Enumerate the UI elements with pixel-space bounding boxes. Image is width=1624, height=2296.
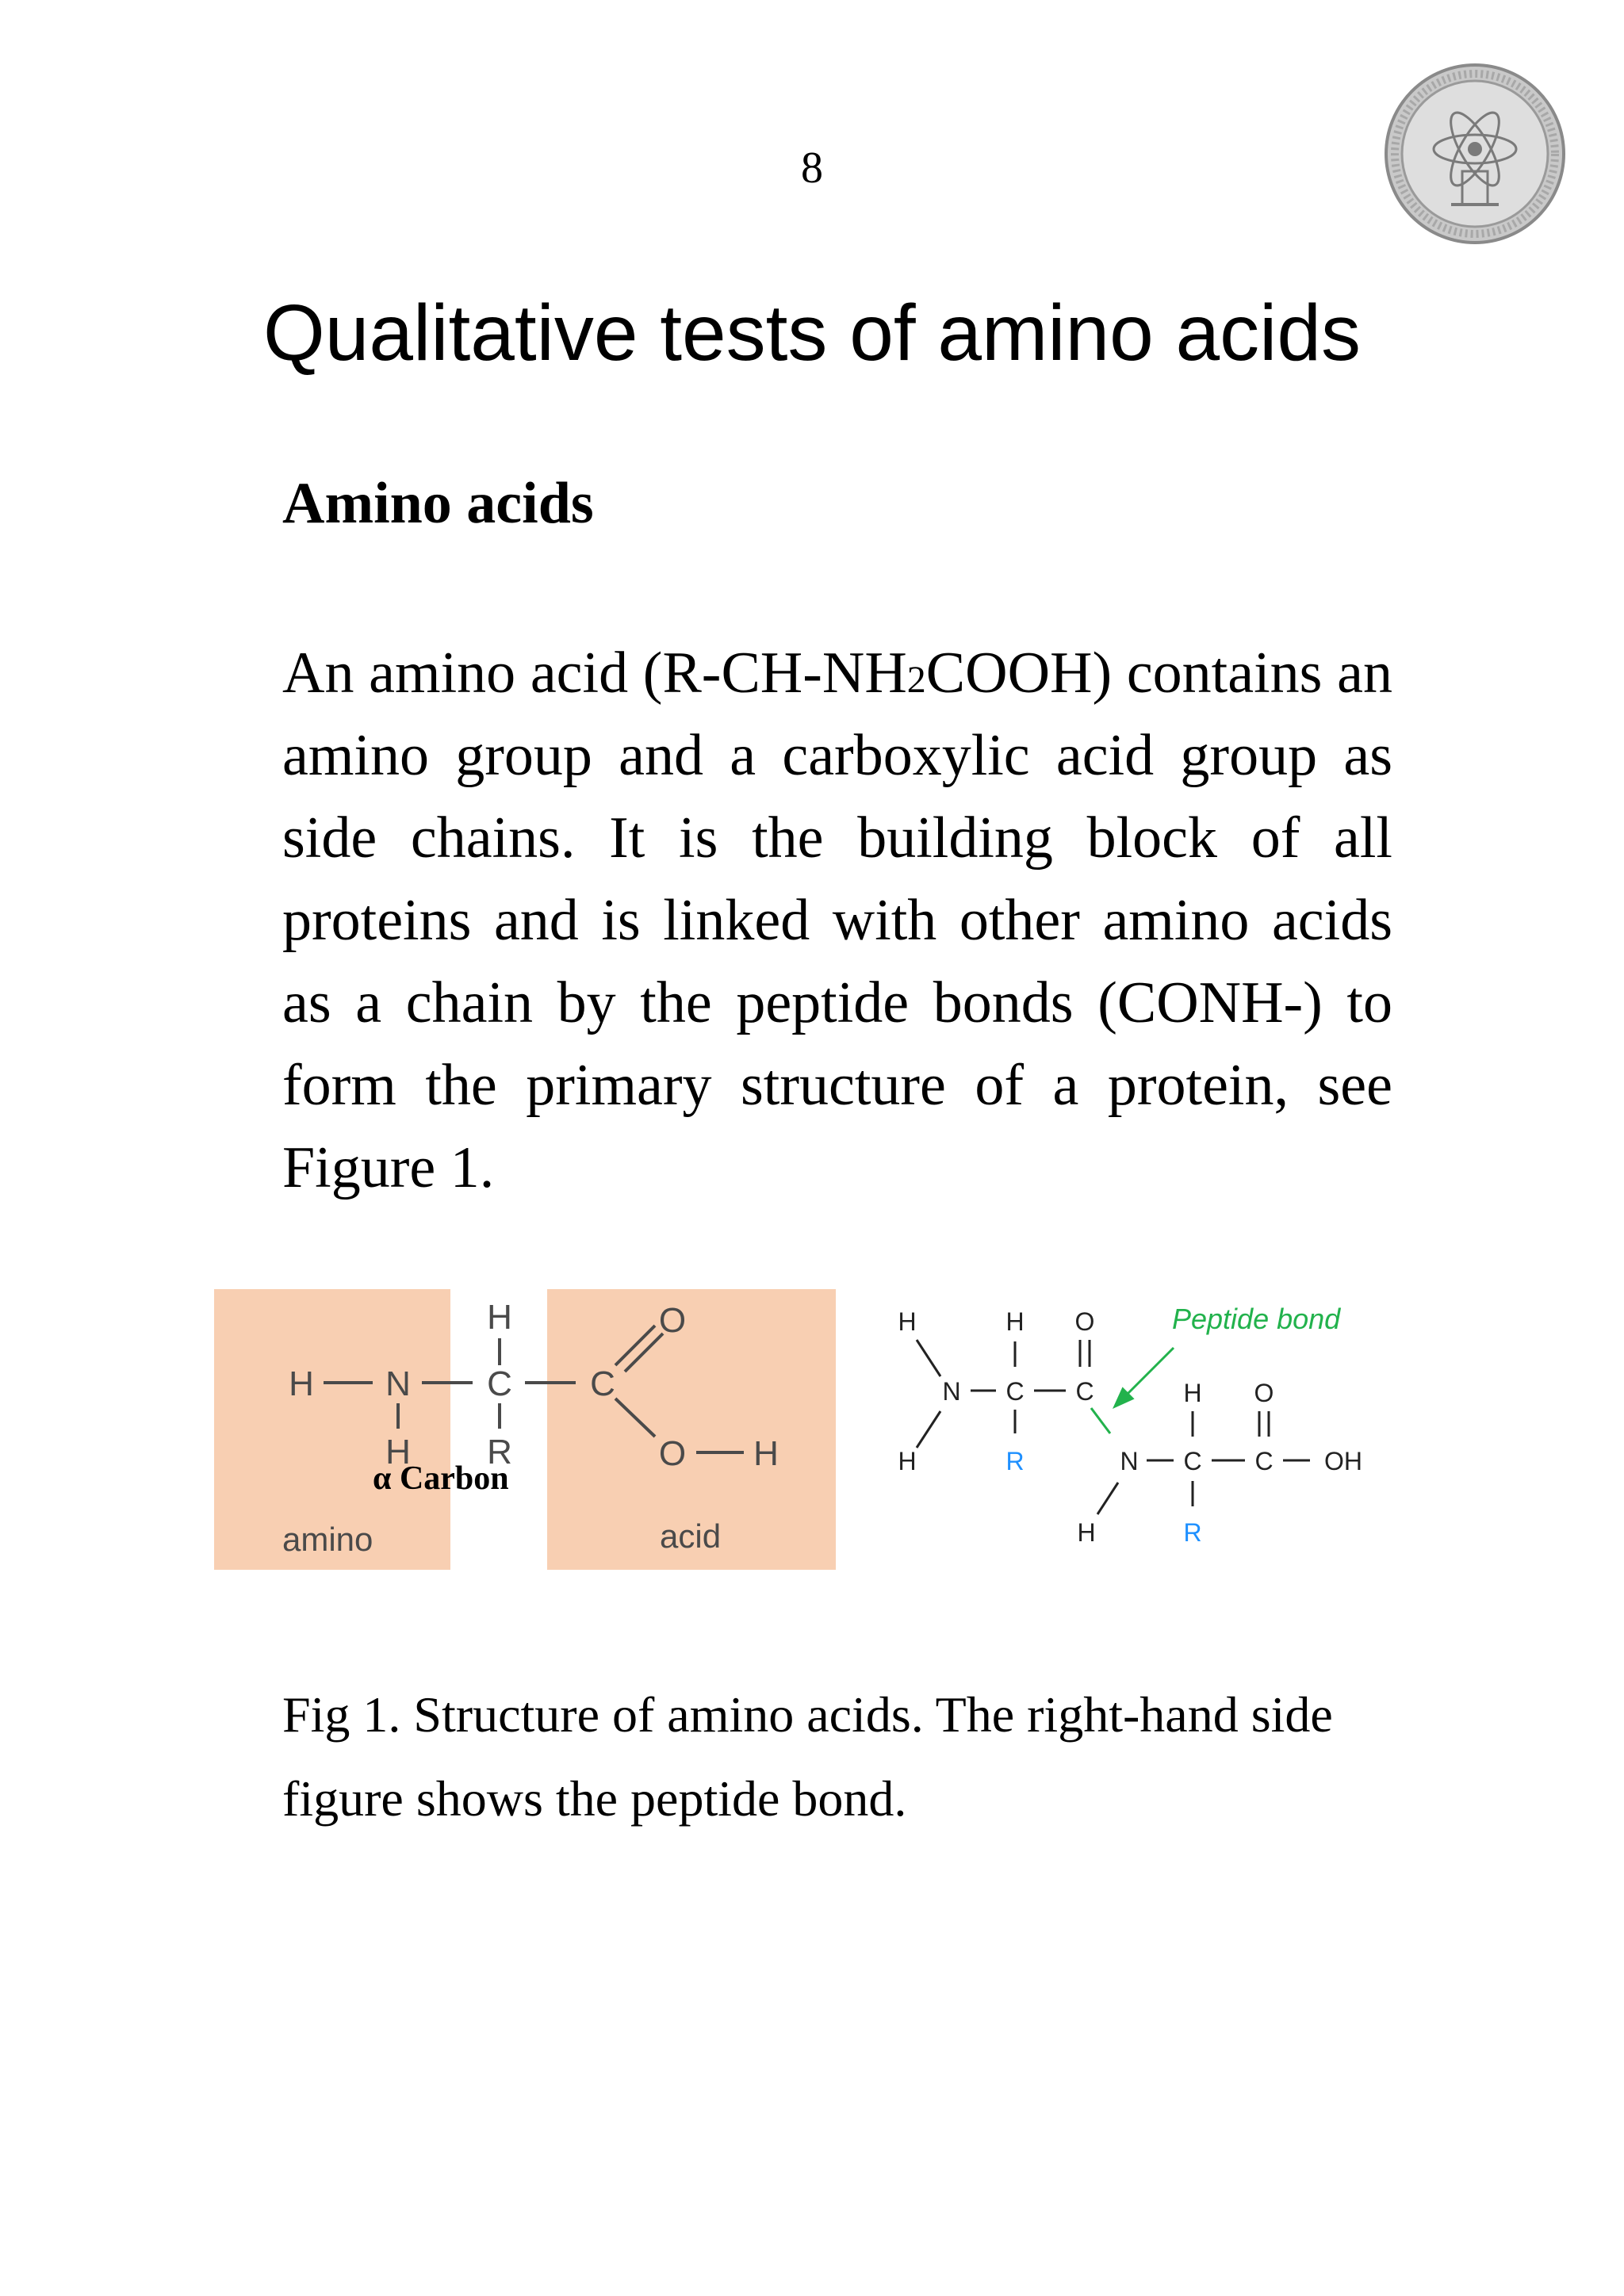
paragraph-subscript: 2 [906,659,926,701]
page-title: Qualitative tests of amino acids [263,289,1361,377]
body-paragraph [282,632,1392,1209]
atom-h-hydroxyl: H [753,1434,779,1473]
section-heading: Amino acids [282,471,594,536]
acid-label: acid [660,1517,722,1555]
atom-h-c1: H [1005,1307,1025,1336]
atom-c-alpha: C [487,1364,512,1403]
atom-c3: C [1183,1447,1202,1475]
figure-caption: Fig 1. Structure of amino acids. The right-hand side figure shows the peptide bond. [282,1686,1333,1827]
page-number: 8 [801,144,823,193]
atom-o-hydroxyl: O [658,1434,687,1473]
paragraph-text-start: An amino acid (R-CH-NH [282,641,907,706]
atom-h-n1-bottom: H [898,1447,917,1475]
atom-h-amino: H [385,1433,411,1471]
atom-oh: OH [1324,1447,1362,1475]
atom-c2: C [1075,1377,1094,1406]
amino-acid-structure-figure [214,1289,836,1570]
peptide-bond-label: Peptide bond [1172,1303,1341,1335]
alpha-carbon-label: α Carbon [373,1460,509,1497]
atom-r2: R [1183,1518,1202,1547]
atom-r1: R [1005,1447,1025,1475]
atom-n1: N [942,1377,961,1406]
atom-h-c3: H [1183,1379,1202,1407]
atom-h-top: H [487,1298,512,1337]
atom-n2: N [1120,1447,1139,1475]
amino-label: amino [282,1521,373,1558]
atom-h-n1-top: H [898,1307,917,1336]
peptide-bond-figure [872,1283,1396,1570]
atom-o1: O [1074,1307,1095,1336]
atom-o2: O [1254,1379,1274,1407]
atom-c1: C [1005,1377,1025,1406]
paragraph-text-end: COOH) contains an amino group and a carboxylic acid group as side chains. It is the building block of all proteins and is linked with other amino acids as a chain by the peptide bonds (CONH-) to form the primary structure of a protein, see Figure 1. [282,641,1392,1200]
peptide-bond-arrow [1115,1348,1174,1406]
atom-h-left: H [289,1364,314,1403]
atom-h-n2: H [1077,1518,1096,1547]
atom-c-carboxyl: C [590,1364,615,1403]
atom-o-double: O [658,1301,687,1340]
atom-n: N [385,1364,411,1403]
atom-c4: C [1254,1447,1274,1475]
atom-r: R [487,1433,512,1471]
